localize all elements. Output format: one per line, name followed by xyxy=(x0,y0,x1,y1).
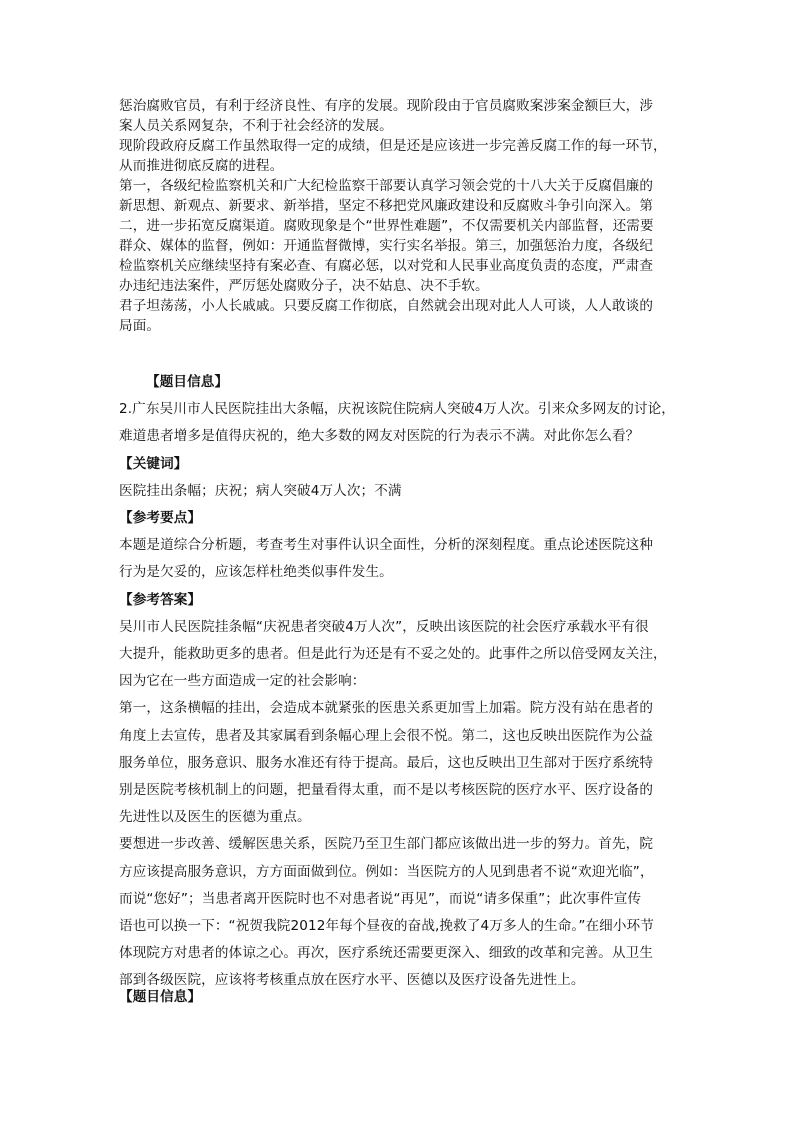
reference-points-line: 本题是道综合分析题，考查考生对事件认识全面性，分析的深刻程度。重点论述医院这种 xyxy=(119,537,654,554)
reference-points-line: 行为是欠妥的，应该怎样杜绝类似事件发生。 xyxy=(119,564,393,581)
answer-line: 因为它在一些方面造成一定的社会影响： xyxy=(119,673,366,690)
text-line: 二，进一步拓宽反腐渠道。腐败现象是个“世界性难题”，不仅需要机关内部监督，还需要 xyxy=(119,218,654,234)
answer-line: 而说“您好”；当患者离开医院时也不对患者说“再见”，而说“请多保重”；此次事件宣传 xyxy=(119,890,642,907)
keywords-heading: 【关键词】 xyxy=(119,455,188,472)
question-info-heading: 【题目信息】 xyxy=(146,374,229,390)
text-line: 局面。 xyxy=(119,318,161,334)
question-block xyxy=(119,369,679,995)
answer-line: 服务单位，服务意识、服务水准还有待于提高。最后，这也反映出卫生部对于医疗系统特 xyxy=(119,754,654,771)
answer-line: 别是医院考核机制上的问题，把量看得太重，而不是以考核医院的医疗水平、医疗设备的 xyxy=(119,782,654,799)
text-line: 群众、媒体的监督，例如：开通监督微博，实行实名举报。第三，加强惩治力度，各级纪 xyxy=(119,238,654,254)
answer-line: 部到各级医院，应该将考核重点放在医疗水平、医德以及医疗设备先进性上。 xyxy=(119,972,585,989)
answer-line: 角度上去宣传，患者及其家属看到条幅心理上会很不悦。第二，这也反映出医院作为公益 xyxy=(119,727,654,744)
text-line: 检监察机关应继续坚持有案必查、有腐必惩，以对党和人民事业高度负责的态度，严肃查 xyxy=(119,258,654,274)
answer-line: 第一，这条横幅的挂出，会造成本就紧张的医患关系更加雪上加霜。院方没有站在患者的 xyxy=(119,700,654,717)
answer-line: 先进性以及医生的医德为重点。 xyxy=(119,809,311,826)
text-line: 从而推进彻底反腐的进程。 xyxy=(119,158,284,174)
question-text-line: 2.广东吴川市人民医院挂出大条幅，庆祝该院住院病人突破4万人次。引来众多网友的讨论， xyxy=(119,401,675,418)
answer-line: 体现院方对患者的体谅之心。再次，医疗系统还需要更深入、细致的改革和完善。从卫生 xyxy=(119,945,654,962)
next-question-block xyxy=(119,987,679,1007)
keywords-text: 医院挂出条幅；庆祝；病人突破4万人次；不满 xyxy=(119,482,402,499)
text-line: 惩治腐败官员，有利于经济良性、有序的发展。现阶段由于官员腐败案涉案金额巨大，涉 xyxy=(119,98,654,114)
text-line: 新思想、新观点、新要求、新举措，坚定不移把党风廉政建设和反腐败斗争引向深入。第 xyxy=(119,198,654,214)
answer-line: 吴川市人民医院挂条幅“庆祝患者突破4万人次”，反映出该医院的社会医疗承载水平有很 xyxy=(119,618,649,635)
question-info-heading: 【题目信息】 xyxy=(119,989,202,1005)
text-line: 君子坦荡荡，小人长戚戚。只要反腐工作彻底，自然就会出现对此人人可谈，人人敢谈的 xyxy=(119,298,654,314)
answer-line: 要想进一步改善、缓解医患关系，医院乃至卫生部门都应该做出进一步的努力。首先，院 xyxy=(119,836,654,853)
text-line: 第一，各级纪检监察机关和广大纪检监察干部要认真学习领会党的十八大关于反腐倡廉的 xyxy=(119,178,654,194)
reference-answer-heading: 【参考答案】 xyxy=(119,591,202,608)
anti-corruption-answer-text xyxy=(119,96,679,336)
text-line: 办违纪违法案件，严厉惩处腐败分子，决不姑息、决不手软。 xyxy=(119,278,489,294)
answer-line: 方应该提高服务意识，方方面面做到位。例如：当医院方的人见到患者不说“欢迎光临”， xyxy=(119,863,654,880)
text-line: 现阶段政府反腐工作虽然取得一定的成绩，但是还是应该进一步完善反腐工作的每一环节， xyxy=(119,138,667,154)
question-text-line: 难道患者增多是值得庆祝的，绝大多数的网友对医院的行为表示不满。对此你怎么看？ xyxy=(119,428,640,445)
reference-points-heading: 【参考要点】 xyxy=(119,510,202,527)
answer-line: 语也可以换一下：“祝贺我院2012年每个昼夜的奋战,挽救了4万多人的生命。”在细小环节 xyxy=(119,918,654,935)
text-line: 案人员关系网复杂，不利于社会经济的发展。 xyxy=(119,118,393,134)
answer-line: 大提升，能救助更多的患者。但是此行为还是有不妥之处的。此事件之所以倍受网友关注， xyxy=(119,646,667,663)
